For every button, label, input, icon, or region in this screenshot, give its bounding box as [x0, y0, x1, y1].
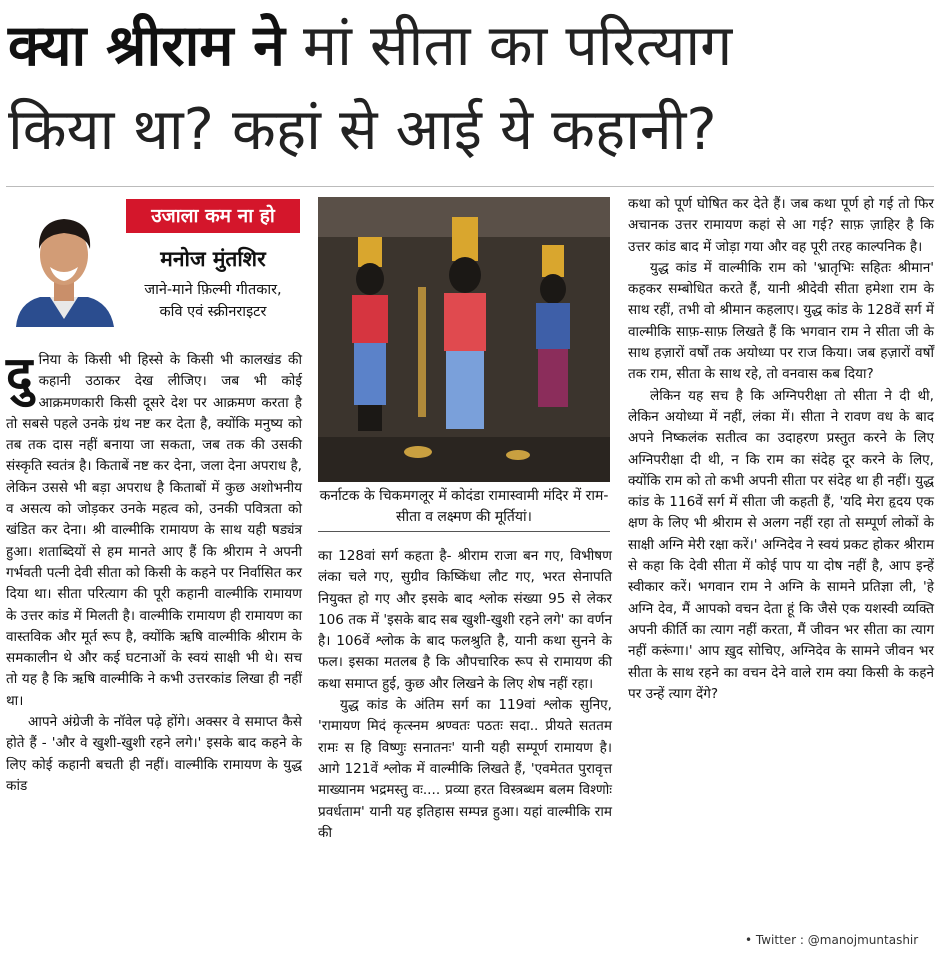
- author-box: [6, 193, 300, 333]
- headline-bold: क्या श्रीराम ने: [8, 13, 285, 79]
- col1-paragraph-2: आपने अंग्रेजी के नॉवेल पढ़े होंगे। अक्सर वे समाप्त कैसे होते हैं - 'और वे खुशी-खुशी रहने लगे।' इसके बाद कहने के लिए कोई कहानी बचती ही नहीं। वाल्मीकि रामायण के युद्ध कांड: [6, 714, 302, 794]
- temple-idols-photo: [318, 197, 610, 482]
- twitter-handle: • Twitter : @manojmuntashir: [745, 933, 919, 947]
- author-desc-line1: जाने-माने फ़िल्मी गीतकार,: [144, 282, 282, 298]
- article-column-1: [6, 346, 302, 797]
- drop-cap: दु: [6, 346, 33, 404]
- col2-paragraph-2: युद्ध कांड के अंतिम सर्ग का 119वां श्लोक सुनिए, 'रामायण मिदं कृत्स्नम श्रण्वतः पठतः सदा.. प्रीयते सततम रामः स हि विष्णुः सनातनः' यानी यही सम्पूर्ण रामायण है। आगे 121वें श्लोक में वाल्मीकि लिखते हैं, 'एवमेतत पुरावृत्त माख्यानम भद्रमस्तु वः.... प्रव्या हरत विस्त्रब्धम बलम विश्णोः प्रवर्धताम' यानी यह इतिहास सम्पन्न हुआ। यहां वाल्मीकि राम की: [318, 697, 612, 841]
- photo-caption: कर्नाटक के चिकमगलूर में कोदंडा रामास्वामी मंदिर में राम-सीता व लक्ष्मण की मूर्तियां।: [318, 486, 610, 532]
- col3-paragraph-1: कथा को पूर्ण घोषित कर देते हैं। जब कथा पूर्ण हो गई तो फिर अचानक उत्तर रामायण कहां से आ गई? साफ़ ज़ाहिर है कि उत्तर कांड बाद में जोड़ा गया और वह पूरी तरह काल्पनिक है।: [628, 196, 934, 255]
- temple-idols-image: [318, 197, 610, 482]
- author-portrait-image: [10, 199, 118, 327]
- col3-paragraph-3: लेकिन यह सच है कि अग्निपरीक्षा तो सीता ने दी थी, लेकिन अयोध्या में नहीं, लंका में। सीता ने रावण वध के बाद अपने निष्कलंक सतीत्व का उदाहरण प्रस्तुत करने के लिए अग्निपरीक्षा दी थी, न कि राम का संदेह दूर करने के लिए, क्योंकि राम को तो कभी अपनी सीता पर संदेह था ही नहीं। युद्ध कांड के 116वें सर्ग में सीता जी कहती हैं, 'यदि मेरा हृदय एक क्षण के लिए भी श्रीराम से अलग नहीं रहा तो सम्पूर्ण लोकों के साक्षी अग्नि मेरी रक्षा करें।' अग्निदेव ने स्वयं प्रकट होकर श्रीराम से कहा कि देवी सीता में कोई पाप या दोष नहीं है, आप इन्हें स्वीकार करें। भगवान राम ने अग्नि के सामने प्रतिज्ञा ली, 'हे अग्नि देव, मैं आपको वचन देता हूं कि जैसे एक यशस्वी व्यक्ति अपनी कीर्ति का त्याग नहीं करता, मैं जीवन भर सीता का त्याग नहीं करूंगा।' आप ख़ुद सोचिए, अग्निदेव के सामने जीवन भर सीता के साथ रहने का वचन देने वाले राम क्या किसी के कहने पर उन्हें त्याग देंगे?: [628, 387, 934, 702]
- author-name: मनोज मुंतशिर: [160, 247, 266, 271]
- article-column-2: [318, 546, 612, 844]
- column-banner: उजाला कम ना हो: [126, 199, 300, 233]
- author-photo: [10, 199, 118, 327]
- col3-paragraph-2: युद्ध कांड में वाल्मीकि राम को 'भ्रातृभिः सहितः श्रीमान' कहकर सम्बोधित करते हैं, यानी श्रीदेवी सीता हमेशा राम के साथ रहीं, तभी वो श्रीमान कहलाए। युद्ध कांड के 128वें सर्ग में वाल्मीकि साफ़-साफ़ लिखते हैं कि भगवान राम ने सीता जी के साथ हज़ारों वर्षों तक अयोध्या पर राज किया। जब हज़ारों वर्षों तक राम, सीता के साथ रहे, तो वनवास कब दिया?: [628, 259, 934, 383]
- headline: [8, 4, 938, 172]
- article-column-3: [628, 194, 934, 705]
- divider: [6, 186, 934, 187]
- headline-line1-rest: मां सीता का परित्याग: [284, 13, 733, 79]
- author-desc-line2: कवि एवं स्क्रीनराइटर: [159, 304, 267, 320]
- author-description: [124, 279, 302, 323]
- col1-paragraph-1: निया के किसी भी हिस्से के किसी भी कालखंड की कहानी उठाकर देख लीजिए। जब भी कोई आक्रमणकारी किसी दूसरे देश पर आक्रमण करता है तो सबसे पहले उनके ग्रंथ नष्ट कर देता है, क्योंकि मनुष्य को तब तक दास नहीं बनाया जा सकता, जब तक की उसकी संस्कृति स्वतंत्र है। किताबें नष्ट कर देना, जला देना अपराध है, लेकिन उससे भी बड़ा अपराध है किताबों में कुछ अशोभनीय व असत्य को जोड़कर उनके महत्व को, उनकी पवित्रता को खंडित कर देना। श्री वाल्मीकि रामायण के साथ यही षड्यंत्र हुआ। शताब्दियों से हम मानते आए हैं कि श्रीराम ने अपनी गर्भवती पत्नी देवी सीता को किसी के कहने पर निर्वासित कर दिया था। सीता परित्याग की पूरी कहानी वाल्मीकि रामायण के उत्तर कांड में मिलती है। वाल्मीकि रामायण ही रामायण का वास्तविक और मूर्त रूप है, क्योंकि ऋषि वाल्मीकि श्रीराम के समकालीन थे और कई घटनाओं के स्वयं साक्षी भी थे। सच तो यह है कि ऋषि वाल्मीकि ने कभी उत्तरकांड लिखा ही नहीं था।: [6, 352, 302, 709]
- headline-line2: किया था? कहां से आई ये कहानी?: [8, 97, 717, 163]
- col2-paragraph-1: का 128वां सर्ग कहता है- श्रीराम राजा बन गए, विभीषण लंका चले गए, सुग्रीव किष्किंधा लौट गए, भरत सेनापति नियुक्त हो गए और इसके बाद श्लोक संख्या 95 से लेकर 106 तक में 'इसके बाद सब खुशी-खुशी रहने लगे' का वर्णन है। 106वें श्लोक के बाद फलश्रुति है, यानी कथा सुनने के फल। इसका मतलब है कि औपचारिक रूप से रामायण की कथा समाप्त हुई, कुछ और लिखने के लिए शेष नहीं रहा।: [318, 548, 612, 692]
